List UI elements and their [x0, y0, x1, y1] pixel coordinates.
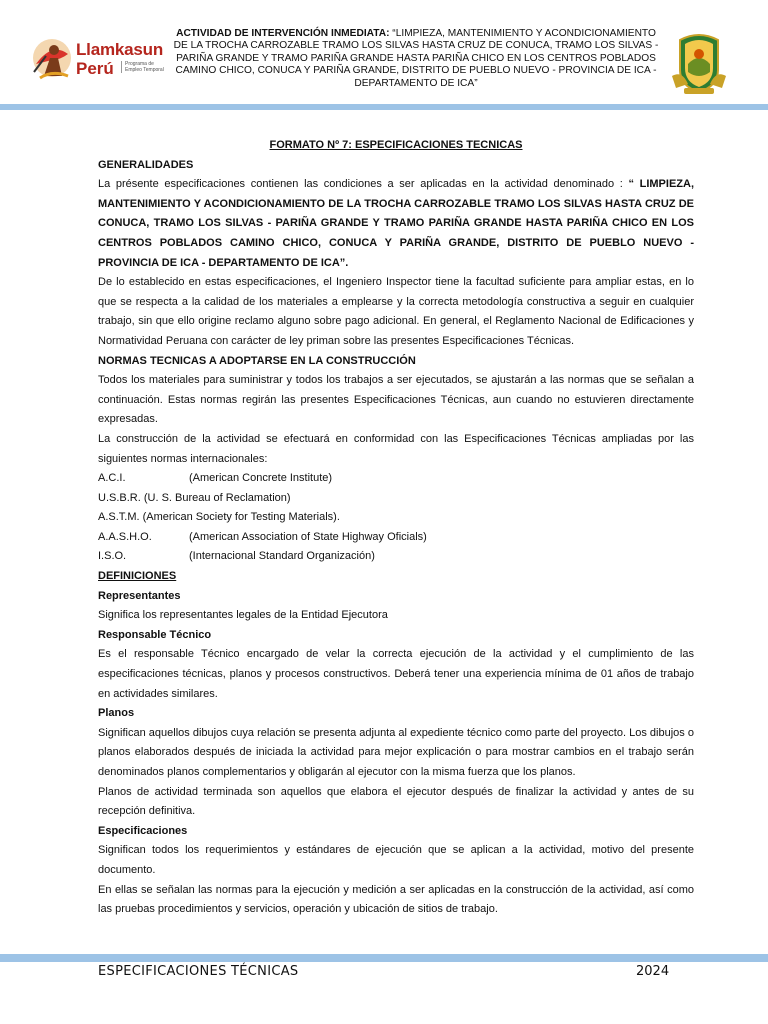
standard-desc: (U. S. Bureau of Reclamation) — [140, 491, 291, 504]
standard-desc: (American Association of State Highway Oficials) — [189, 530, 427, 543]
planos-heading: Planos — [98, 707, 135, 720]
header-rule — [0, 104, 768, 110]
representantes-text: Significa los representantes legales de la Entidad Ejecutora — [98, 609, 388, 622]
standard-desc: (American Society for Testing Materials). — [139, 511, 340, 524]
planos-text-1: Significan aquellos dibujos cuya relación se presenta adjunta al expediente técnico como parte del proyecto. Los dibujos o planos elaborados después de iniciada la actividad para mejor explicación o para mostrar cambios en el trabajo serán denominados planos complementarios y obligarán al ejecutor con la misma fuerza que los planos. — [98, 726, 694, 778]
header-title — [172, 28, 660, 90]
logo-brand-line2: Perú — [76, 59, 114, 78]
especificaciones-text-1: Significan todos los requerimientos y estándares de ejecución que se aplican a la actividad, motivo del presente documento. — [98, 844, 694, 876]
header-title-text: “LIMPIEZA, MANTENIMIENTO Y ACONDICIONAMIENTO DE LA TROCHA CARROZABLE TRAMO LOS SILVAS HASTA CRUZ DE CONUCA, TRAMO LOS SILVAS - PARIÑA GRANDE Y TRAMO PARIÑA GRANDE HASTA PARIÑA CHICO EN LOS CENTROS POBLADOS CAMINO CHICO, CONUCA Y PARIÑA GRANDE, DISTRITO DE PUEBLO NUEVO - PROVINCIA DE ICA - DEPARTAMENTO DE ICA” — [173, 28, 659, 89]
standards-list — [98, 469, 694, 567]
standard-abbr: A.C.I. — [98, 472, 126, 485]
standard-row — [98, 547, 694, 567]
format-title: FORMATO Nº 7: ESPECIFICACIONES TECNICAS — [269, 139, 523, 151]
especificaciones-text-2: En ellas se señalan las normas para la ejecución y medición a ser aplicadas en la construcción de la actividad, así como las pruebas procedimientos y servicios, operación y ubicación de sitios de trabajo. — [98, 883, 694, 916]
normas-heading: NORMAS TECNICAS A ADOPTARSE EN LA CONSTRUCCIÓN — [98, 354, 416, 367]
especificaciones-heading: Especificaciones — [98, 824, 188, 837]
definiciones-heading: DEFINICIONES — [98, 570, 177, 583]
standard-abbr: U.S.B.R. — [98, 491, 141, 504]
page-header — [0, 0, 768, 112]
standard-abbr: I.S.O. — [98, 550, 127, 563]
intro-paragraph — [98, 175, 694, 273]
standard-desc: (Internacional Standard Organización) — [189, 550, 375, 563]
llamkasun-logo — [30, 34, 170, 82]
responsable-text: Es el responsable Técnico encargado de velar la correcta ejecución de la actividad y el cumplimiento de las especificaciones técnicas, planos y procesos constructivos. Deberá tener una experiencia mínima de 01 años de trabajo en actividades similares. — [98, 648, 694, 700]
intro-plain-text: La présente especificaciones contienen las condiciones a ser aplicadas en la actividad denominado : — [98, 178, 629, 191]
standard-abbr: A.S.T.M. — [98, 511, 140, 524]
document-body — [98, 136, 694, 920]
standard-row — [98, 469, 694, 489]
intro-bold-text: “ LIMPIEZA, MANTENIMIENTO Y ACONDICIONAMIENTO DE LA TROCHA CARROZABLE TRAMO LOS SILVAS HASTA CRUZ DE CONUCA, TRAMO LOS SILVAS - PARIÑA GRANDE Y TRAMO PARIÑA GRANDE HASTA PARIÑA CHICO EN LOS CENTROS POBLADOS CAMINO CHICO, CONUCA Y PARIÑA GRANDE, DISTRITO DE PUEBLO NUEVO - PROVINCIA DE ICA - DEPARTAMENTO DE ICA”. — [98, 178, 694, 269]
materiales-paragraph: Todos los materiales para suministrar y todos los trabajos a ser ejecutados, se ajustarán a las normas que se señalan a continuación. Estas normas regirán las presentes Especificaciones Técnicas, aun cuando no estuvieren directamente expresadas. — [98, 374, 694, 426]
standard-row — [98, 489, 694, 509]
representantes-heading: Representantes — [98, 589, 181, 602]
responsable-heading: Responsable Técnico — [98, 628, 212, 641]
construccion-paragraph: La construcción de la actividad se efectuará en conformidad con las Especificaciones Técnicas ampliadas por las siguientes normas internacionales: — [98, 432, 694, 465]
header-title-label: ACTIVIDAD DE INTERVENCIÓN INMEDIATA: — [176, 28, 390, 39]
planos-text-2: Planos de actividad terminada son aquellos que elabora el ejecutor después de finalizar la actividad y antes de su recepción definitiva. — [98, 785, 694, 818]
generalidades-heading: GENERALIDADES — [98, 158, 194, 171]
standard-row — [98, 508, 694, 528]
standard-desc: (American Concrete Institute) — [189, 472, 333, 485]
footer-year: 2024 — [636, 964, 670, 979]
municipal-crest-icon — [668, 30, 730, 96]
footer-title: ESPECIFICACIONES TÉCNICAS — [98, 964, 299, 979]
logo-program-text: Programa de Empleo Temporal — [121, 61, 167, 73]
standard-row — [98, 528, 694, 548]
standard-abbr: A.A.S.H.O. — [98, 530, 152, 543]
logo-brand-line1: Llamkasun — [76, 40, 164, 59]
inspector-paragraph: De lo establecido en estas especificaciones, el Ingeniero Inspector tiene la facultad suficiente para ampliar estas, en lo que se respecta a la calidad de los materiales a emplearse y la correcta metodología constructiva a seguir en cualquier trabajo, sin que ello origine reclamo alguno sobre pago adicional. En general, el Reglamento Nacional de Edificaciones y Normatividad Peruana con carácter de ley priman sobre las presentes Especificaciones Técnicas. — [98, 276, 694, 347]
footer-rule — [0, 954, 768, 962]
llamkasun-logo-icon — [30, 36, 74, 80]
